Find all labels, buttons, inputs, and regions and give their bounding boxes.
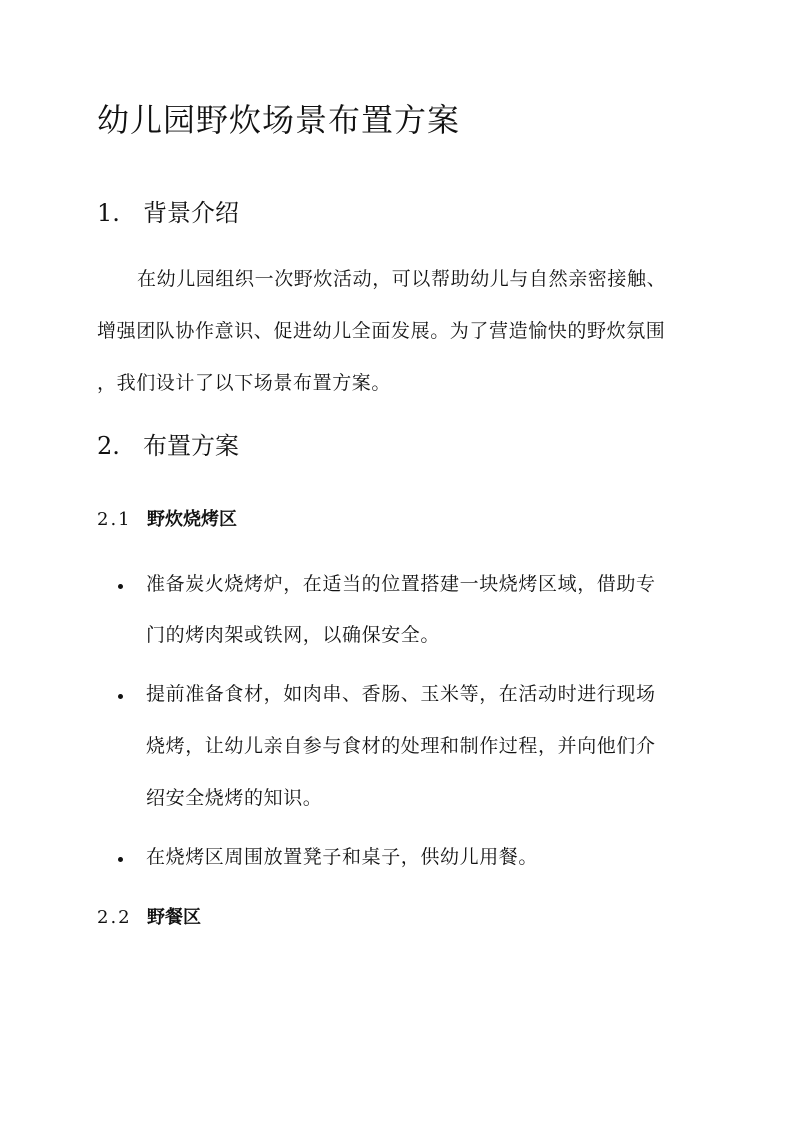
subsection-number: 2.1 (97, 509, 132, 530)
paragraph-line: 增强团队协作意识、促进幼儿全面发展。为了营造愉快的野炊氛围 (97, 320, 666, 342)
subsection-number: 2.2 (97, 907, 132, 928)
subsection-heading-picnic (97, 905, 201, 931)
bullet-line: 门的烤肉架或铁网，以确保安全。 (146, 624, 441, 646)
subsection-title: 野炊烧烤区 (147, 509, 237, 530)
section-title: 布置方案 (143, 432, 239, 460)
section-heading-background (97, 197, 239, 229)
bullet-line: 提前准备食材，如肉串、香肠、玉米等，在活动时进行现场 (146, 683, 656, 705)
bullet-line: 准备炭火烧烤炉，在适当的位置搭建一块烧烤区域，借助专 (146, 573, 656, 595)
bullet-icon (118, 694, 123, 699)
section-number: 2. (97, 432, 120, 460)
section-number: 1. (97, 199, 120, 227)
paragraph-line: 在幼儿园组织一次野炊活动，可以帮助幼儿与自然亲密接触、 (137, 268, 667, 290)
paragraph-line: ，我们设计了以下场景布置方案。 (97, 372, 392, 394)
bullet-line: 绍安全烧烤的知识。 (146, 787, 323, 809)
document-title: 幼儿园野炊场景布置方案 (97, 101, 461, 139)
section-heading-layout (97, 430, 239, 462)
subsection-title: 野餐区 (147, 907, 201, 928)
bullet-line: 在烧烤区周围放置凳子和桌子，供幼儿用餐。 (146, 846, 539, 868)
section-title: 背景介绍 (143, 199, 239, 227)
bullet-icon (118, 857, 123, 862)
bullet-line: 烧烤，让幼儿亲自参与食材的处理和制作过程，并向他们介 (146, 735, 656, 757)
subsection-heading-bbq (97, 507, 237, 533)
bullet-icon (118, 584, 123, 589)
